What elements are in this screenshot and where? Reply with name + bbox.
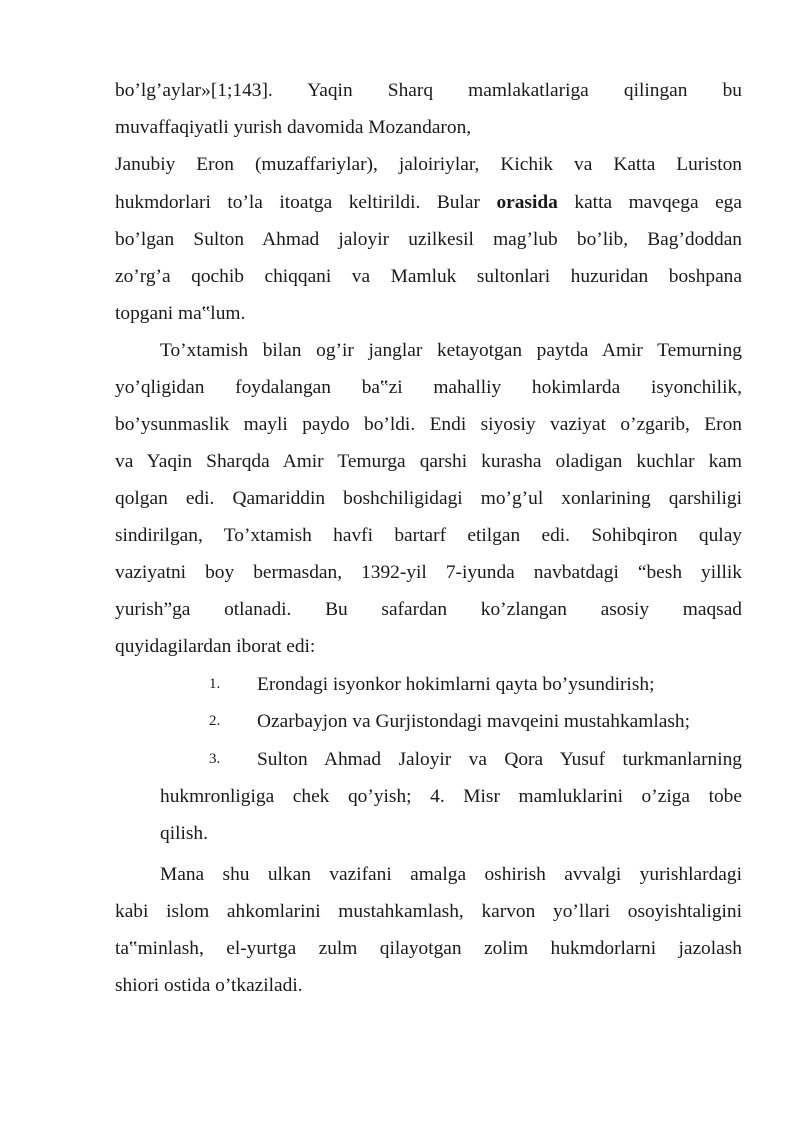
list-item: Erondagi isyonkor hokimlarni qayta bo’ysundirish; xyxy=(257,674,655,695)
text-line-with-bold xyxy=(115,184,742,221)
bold-word: orasida xyxy=(496,192,558,213)
text-line: topgani ma‟lum. xyxy=(115,303,246,324)
text-line: Janubiy Eron (muzaffariylar), jaloiriylar, Kichik va Katta Luriston xyxy=(115,154,742,175)
list-item-continuation: hukmronligiga chek qo’yish; 4. Misr mamluklarini o’ziga tobe xyxy=(160,786,742,807)
text-line: yurish”ga otlanadi. Bu safardan ko’zlangan asosiy maqsad xyxy=(115,599,742,620)
text-line: yo’qligidan foydalangan ba‟zi mahalliy hokimlarda isyonchilik, xyxy=(115,377,742,398)
list-item-continuation: qilish. xyxy=(160,823,208,844)
text-line: sindirilgan, To’xtamish havfi bartarf etilgan edi. Sohibqiron qulay xyxy=(115,525,742,546)
text-line: vaziyatni boy bermasdan, 1392-yil 7-iyunda navbatdagi “besh yillik xyxy=(115,562,742,583)
list-number: 1. xyxy=(209,676,221,692)
text-line: shiori ostida o’tkaziladi. xyxy=(115,975,303,996)
text-line: kabi islom ahkomlarini mustahkamlash, karvon yo’llari osoyishtaligini xyxy=(115,901,742,922)
text-line-indent: Mana shu ulkan vazifani amalga oshirish avvalgi yurishlardagi xyxy=(160,864,742,885)
text-line: zo’rg’a qochib chiqqani va Mamluk sultonlari huzuridan boshpana xyxy=(115,266,742,287)
text-line: ta‟minlash, el-yurtga zulm qilayotgan zolim hukmdorlarni jazolash xyxy=(115,938,742,959)
text-line: bo’ysunmaslik mayli paydo bo’ldi. Endi siyosiy vaziyat o’zgarib, Eron xyxy=(115,414,742,435)
list-item: Ozarbayjon va Gurjistondagi mavqeini mustahkamlash; xyxy=(257,711,690,732)
list-number: 3. xyxy=(209,751,221,767)
text-line: bo’lgan Sulton Ahmad jaloyir uzilkesil mag’lub bo’lib, Bag’doddan xyxy=(115,229,742,250)
text-line: bo’lg’aylar»[1;143]. Yaqin Sharq mamlakatlariga qilingan bu xyxy=(115,80,742,101)
text-line: muvaffaqiyatli yurish davomida Mozandaron, xyxy=(115,117,472,138)
text-line: qolgan edi. Qamariddin boshchiligidagi mo’g’ul xonlarining qarshiligi xyxy=(115,488,742,509)
text-line: va Yaqin Sharqda Amir Temurga qarshi kurasha oladigan kuchlar kam xyxy=(115,451,742,472)
text-line: quyidagilardan iborat edi: xyxy=(115,636,316,657)
text-segment: hukmdorlari to’la itoatga keltirildi. Bular xyxy=(115,192,480,213)
list-number: 2. xyxy=(209,713,221,729)
text-segment: katta mavqega ega xyxy=(574,192,742,213)
text-line-indent: To’xtamish bilan og’ir janglar ketayotgan paytda Amir Temurning xyxy=(160,340,742,361)
list-item: Sulton Ahmad Jaloyir va Qora Yusuf turkmanlarning xyxy=(257,749,742,770)
